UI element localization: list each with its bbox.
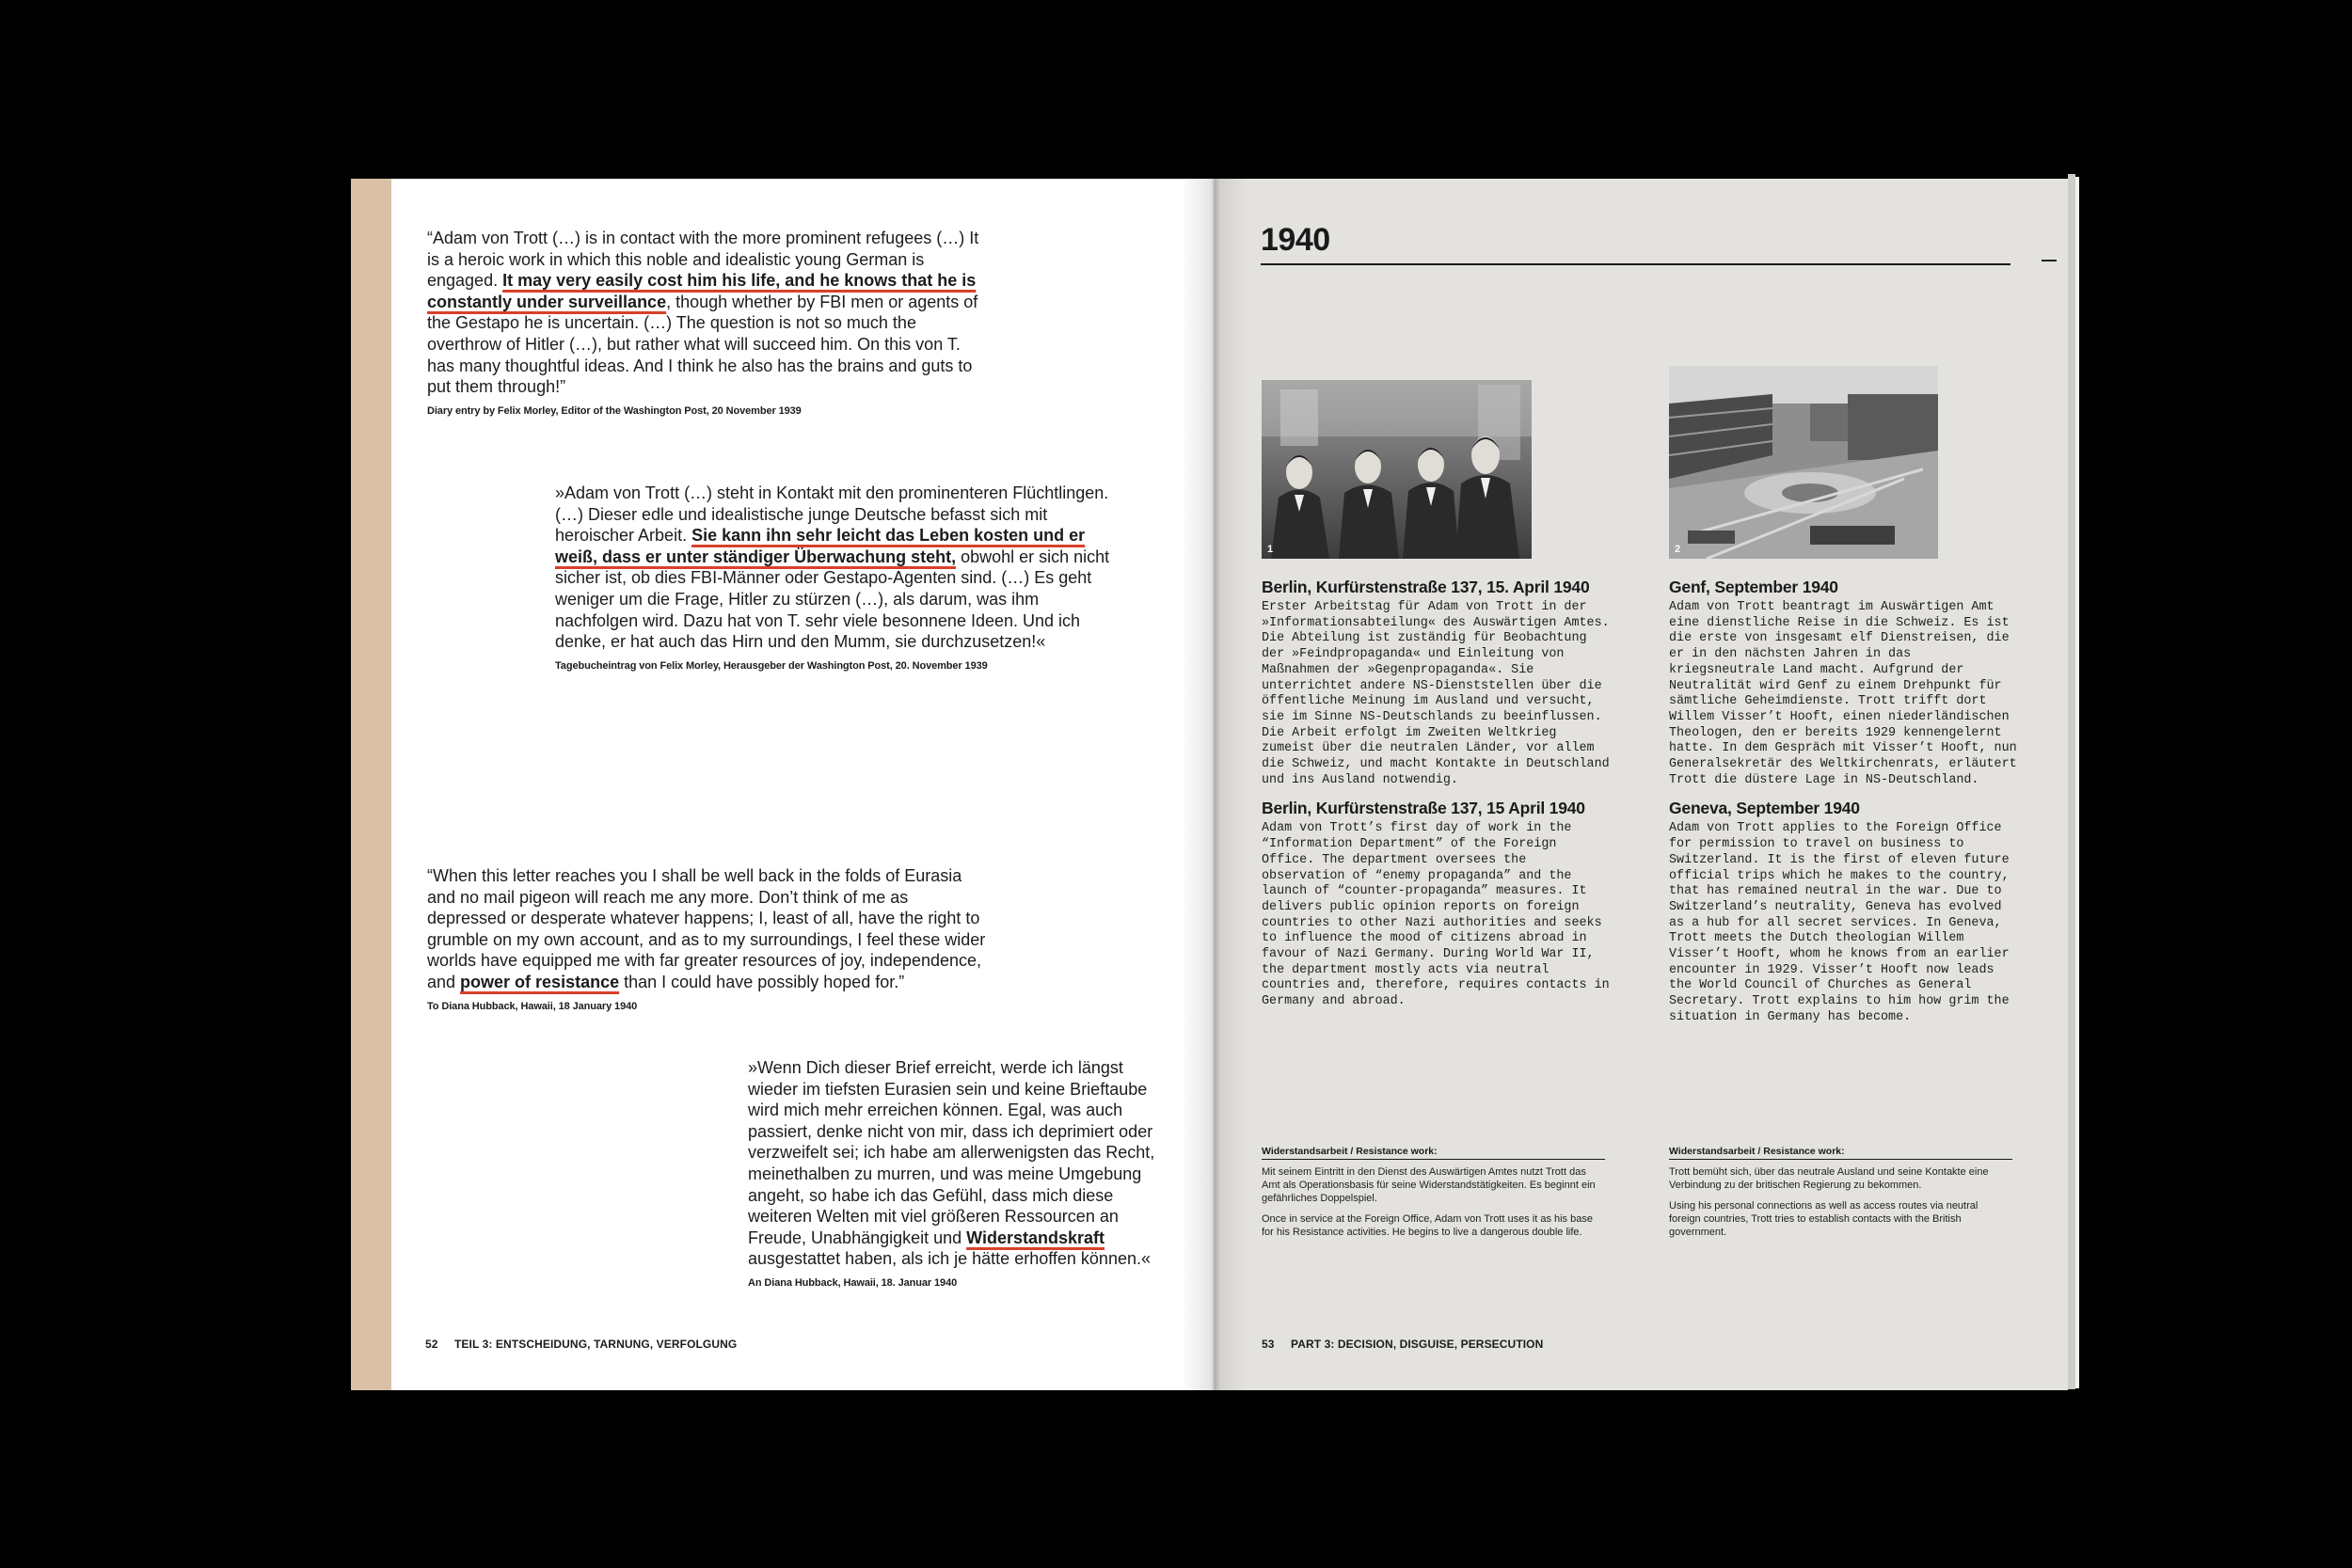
section-title: PART 3: DECISION, DISGUISE, PERSECUTION xyxy=(1291,1338,1544,1351)
quote-text-part: »Wenn Dich dieser Brief erreicht, werde ich längst wieder im tiefsten Eurasien sein und keine Brieftaube wird mich mehr erreichen können. Egal, was auch passiert, denke nicht von mir, dass ich deprimiert oder verzweifelt sei; ich habe am allerwenigsten das Recht, meinethalben zu murren, und was meine Umgebung angeht, so habe ich das Gefühl, dass mich diese weiteren Welten mit viel größeren Ressourcen an Freude, Unabhängigkeit und xyxy=(748,1058,1155,1247)
page-stack-edge-highlight xyxy=(2075,177,2079,1388)
entry-text-german: Adam von Trott beantragt im Auswärtigen Amt eine dienstliche Reise in die Schweiz. Es ist die erste von insgesamt elf Dienstreisen, die er in den nächsten Jahren in das kriegsneutrale Land macht. Aufgrund der Neutralität wird Genf zu einem Drehpunkt für sämtliche Geheimdienste. Trott trifft dort Willem Visser’t Hooft, einen niederländischen Theologen, den er bereits 1929 kennengelernt hatte. In dem Gespräch mit Visser’t Hooft, nun Generalsekretär des Weltkirchenrats, erläutert Trott die düstere Lage in NS-Deutschland. xyxy=(1669,600,2017,787)
quote-highlight: Widerstandskraft xyxy=(966,1227,1105,1247)
entry-column-2 xyxy=(1669,578,2017,1026)
quote-source: To Diana Hubback, Hawaii, 18 January 1940 xyxy=(427,1000,638,1012)
photo-geneva-square xyxy=(1669,366,1938,559)
resistance-box-1 xyxy=(1262,1146,1605,1239)
quote-text xyxy=(427,228,982,398)
page-edge-mark xyxy=(2042,260,2057,261)
quote-text xyxy=(748,1057,1167,1270)
entry-title-english: Berlin, Kurfürstenstraße 137, 15 April 1940 xyxy=(1262,799,1585,818)
quote-highlight: power of resistance xyxy=(460,972,620,991)
photo-group-portrait xyxy=(1262,380,1532,559)
resistance-rule xyxy=(1262,1159,1605,1160)
entry-title-english: Geneva, September 1940 xyxy=(1669,799,1860,818)
quote-highlight: Sie kann ihn sehr leicht das Leben kosten und er weiß, dass er unter ständiger Überwachung steht, xyxy=(555,526,1086,566)
entry-text-english: Adam von Trott applies to the Foreign Office for permission to travel on business to Switzerland. It is the first of eleven future official trips which he makes to the country, that has remained neutral in the war. Due to Switzerland’s neutrality, Geneva has evolved as a hub for all secret services. In Geneva, Trott meets the Dutch theologian Willem Visser’t Hooft, whom he knows from an earlier encounter in 1929. Visser’t Hooft now leads the World Council of Churches as General Secretary. Trott explains to him how grim the situation in Germany has become. xyxy=(1669,821,2010,1024)
resistance-rule xyxy=(1669,1159,2012,1160)
entry-title-german: Berlin, Kurfürstenstraße 137, 15. April 1940 xyxy=(1262,578,1590,596)
entry-column-1 xyxy=(1262,578,1614,1010)
resistance-heading: Widerstandsarbeit / Resistance work: xyxy=(1669,1146,1845,1157)
photo-number: 2 xyxy=(1675,544,1681,555)
heading-rule xyxy=(1261,263,2010,265)
resistance-text-german: Trott bemüht sich, über das neutrale Ausland und seine Kontakte eine Verbindung zu der britischen Regierung zu bekommen. xyxy=(1669,1166,1989,1191)
quote-source: Tagebucheintrag von Felix Morley, Herausgeber der Washington Post, 20. November 1939 xyxy=(555,659,988,672)
quote-text-part: ausgestattet haben, als ich je hätte erhoffen können.« xyxy=(748,1249,1151,1269)
page-number: 52 xyxy=(425,1338,438,1351)
quote-source: An Diana Hubback, Hawaii, 18. Januar 1940 xyxy=(748,1276,958,1289)
quote-text-part: “When this letter reaches you I shall be well back in the folds of Eurasia and no mail pigeon will reach me any more. Don’t think of me as depressed or desperate whatever happens; I, least of all, have the right to grumble on my own account, and as to my surroundings, I feel these wider worlds have equipped me with far greater resources of joy, independence, and xyxy=(427,866,986,991)
quote-source: Diary entry by Felix Morley, Editor of the Washington Post, 20 November 1939 xyxy=(427,404,802,417)
left-footer xyxy=(425,1338,737,1351)
entry-text-german: Erster Arbeitstag für Adam von Trott in der »Informationsabteilung« des Auswärtigen Amtes. Die Abteilung ist zuständig für Beobachtung der »Feindpropaganda« und Einleitung von Maßnahmen der »Gegenpropaganda«. Sie unterrichtet andere NS-Dienststellen über die öffentliche Meinung im Ausland und versucht, sie im Sinne NS-Deutschlands zu beeinflussen. Die Arbeit erfolgt im Zweiten Weltkrieg zumeist über die neutralen Länder, vor allem die Schweiz, und macht Kontakte in Deutschland und ins Ausland notwendig. xyxy=(1262,600,1610,787)
page-number: 53 xyxy=(1262,1338,1275,1351)
geneva-square-image xyxy=(1669,366,1938,559)
resistance-heading: Widerstandsarbeit / Resistance work: xyxy=(1262,1146,1438,1157)
quote-text-part: , though whether by FBI men or agents of the Gestapo he is uncertain. (…) The question is not so much the overthrow of Hitler (…), but rather what will succeed him. On this von T. has many thoughtful ideas. And I think he also has the brains and guts to put them through!” xyxy=(427,292,978,397)
quote-text xyxy=(427,865,992,993)
quote-text-part: than I could have possibly hoped for.” xyxy=(619,972,905,991)
page-stack-edge xyxy=(2068,174,2075,1389)
year-heading: 1940 xyxy=(1261,222,1330,258)
resistance-text-english: Once in service at the Foreign Office, Adam von Trott uses it as his base for his Resistance activities. He begins to live a dangerous double life. xyxy=(1262,1213,1593,1238)
book-gutter-shadow xyxy=(1181,179,1247,1390)
right-footer xyxy=(1262,1338,1543,1351)
quote-text xyxy=(555,483,1112,653)
resistance-box-2 xyxy=(1669,1146,2012,1239)
book-spine-edge xyxy=(351,179,393,1390)
quote-2-german xyxy=(748,1057,1167,1289)
quote-highlight: It may very easily cost him his life, and he knows that he is constantly under surveillance xyxy=(427,271,977,311)
photo-number: 1 xyxy=(1267,544,1274,555)
entry-title-german: Genf, September 1940 xyxy=(1669,578,1838,596)
quote-text-part: »Adam von Trott (…) steht in Kontakt mit den prominenteren Flüchtlingen. (…) Dieser edle und idealistische junge Deutsche befasst sich mit heroischer Arbeit. xyxy=(555,483,1109,546)
quote-1-german xyxy=(555,483,1112,672)
entry-text-english: Adam von Trott’s first day of work in the “Information Department” of the Foreign Office. The department oversees the observation of “enemy propaganda” and the launch of “counter-propaganda” measures. It delivers public opinion reports on foreign countries to other Nazi authorities and seeks to influence the mood of citizens abroad in favour of Nazi Germany. During World War II, the department mostly acts via neutral countries and, therefore, requires contacts in Germany and abroad. xyxy=(1262,821,1610,1009)
quote-text-part: “Adam von Trott (…) is in contact with the more prominent refugees (…) It is a heroic work in which this noble and idealistic young German is engaged. xyxy=(427,229,979,291)
quote-text-part: obwohl er sich nicht sicher ist, ob dies FBI-Männer oder Gestapo-Agenten sind. (…) Es geht weniger um die Frage, Hitler zu stürzen (…), als darum, was ihm nachfolgen wird. Dazu hat von T. sehr viele besonnene Ideen. Und ich denke, er hat auch das Hirn und den Mumm, sie durchzusetzen!« xyxy=(555,546,1110,652)
quote-2-english xyxy=(427,865,992,1012)
section-title: TEIL 3: ENTSCHEIDUNG, TARNUNG, VERFOLGUNG xyxy=(454,1338,738,1351)
resistance-text-english: Using his personal connections as well as access routes via neutral foreign countries, Trott tries to establish contacts with the British government. xyxy=(1669,1200,1979,1238)
group-portrait-image xyxy=(1262,380,1532,559)
quote-1-english xyxy=(427,228,982,417)
resistance-text-german: Mit seinem Eintritt in den Dienst des Auswärtigen Amtes nutzt Trott das Amt als Operationsbasis für seine Widerstandstätigkeiten. Es beginnt ein gefährliches Doppelspiel. xyxy=(1262,1166,1596,1204)
